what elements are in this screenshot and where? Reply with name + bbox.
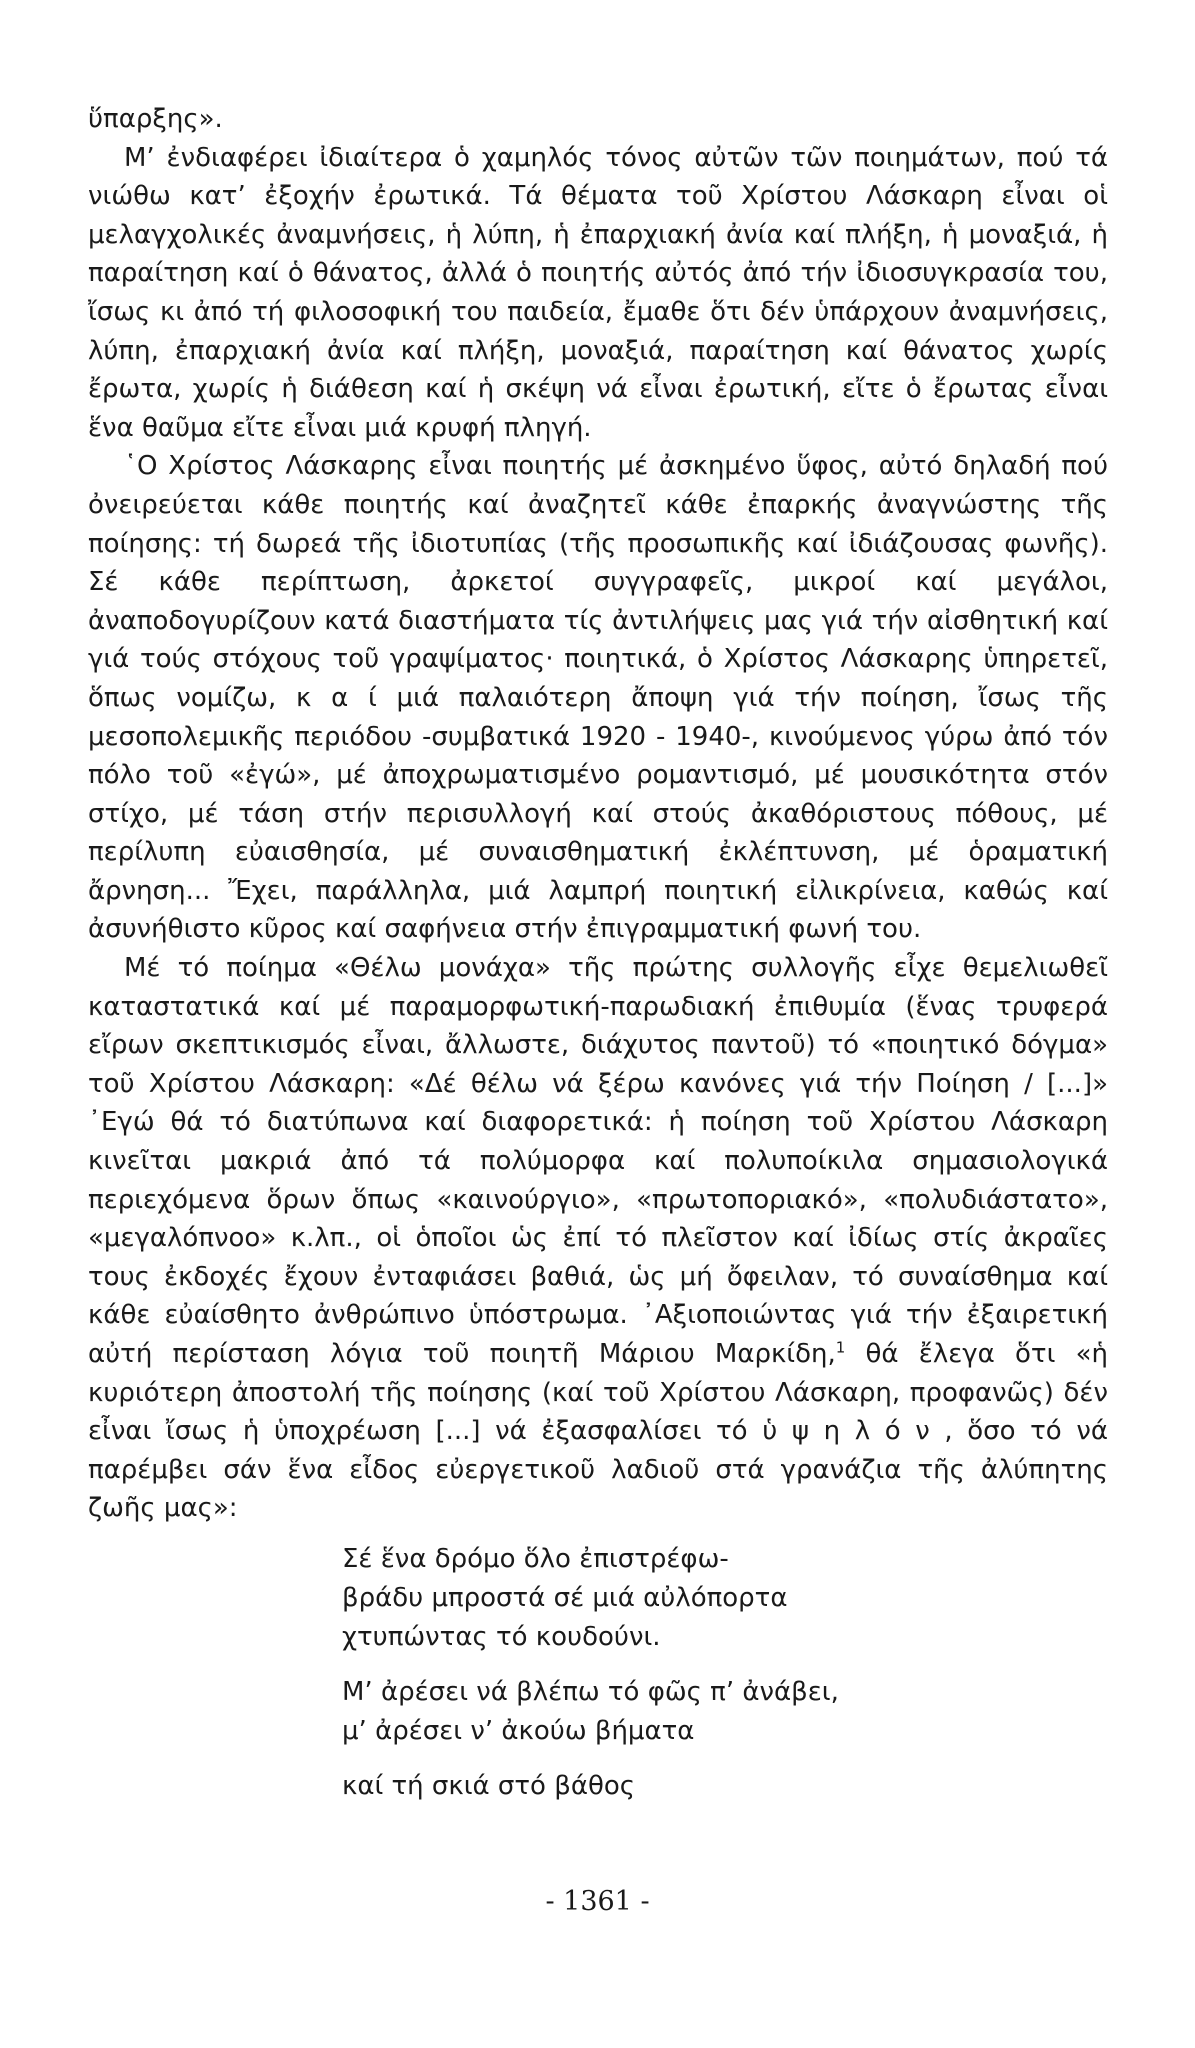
poem-line: βράδυ μπροστά σέ μιά αὐλόπορτα [342,1583,788,1613]
poem-quote [342,1540,1042,1822]
poem-line: μ’ ἀρέσει ν’ ἀκούω βήματα [342,1716,695,1746]
poem-line: χτυπώντας τό κουδούνι. [342,1622,661,1652]
paragraph: ῾Ο Χρίστος Λάσκαρης εἶναι ποιητής μέ ἀσκημένο ὕφος, αὐτό δηλαδή πού ὀνειρεύεται κάθε ποιητής καί ἀναζητεῖ κάθε ἐπαρκής ἀναγνώστης τῆς ποίησης: τή δωρεά τῆς ἰδιοτυπίας (τῆς προσωπικῆς καί ἰδιάζουσας φωνῆς). Σέ κάθε περίπτωση, ἀρκετοί συγγραφεῖς, μικροί καί μεγάλοι, ἀναποδογυρίζουν κατά διαστήματα τίς ἀντιλήψεις μας γιά τήν αἰσθητική καί γιά τούς στόχους τοῦ γραψίματος· ποιητικά, ὁ Χρίστος Λάσκαρης ὑπηρετεῖ, ὅπως νομίζω, κ α ί μιά παλαιότερη ἄποψη γιά τήν ποίηση, ἴσως τῆς μεσοπολεμικῆς περιόδου -συμβατικά 1920 - 1940-, κινούμενος γύρω ἀπό τόν πόλο τοῦ «ἐγώ», μέ ἀποχρωματισμένο ρομαντισμό, μέ μουσικότητα στόν στίχο, μέ τάση στήν περισυλλογή καί στούς ἀκαθόριστους πόθους, μέ περίλυπη εὐαισθησία, μέ συναισθηματική ἐκλέπτυνση, μέ ὁραματική ἄρνηση... Ἔχει, παράλληλα, μιά λαμπρή ποιητική εἰλικρίνεια, καθώς καί ἀσυνήθιστο κῦρος καί σαφήνεια στήν ἐπιγραμματική φωνή του. [88,451,1108,945]
poem-stanza [342,1767,1042,1806]
paragraph-continuation: ὕπαρξης». [88,104,223,134]
paragraph-text: θά ἔλεγα ὅτι «ἡ κυριότερη ἀποστολή τῆς ποίησης (καί τοῦ Χρίστου Λάσκαρη, προφανῶς) δέν εἶναι ἴσως ἡ ὑποχρέωση [...] νά ἐξασφαλίσει τό ὑ ψ η λ ό ν , ὅσο τό νά παρέμβει σάν ἕνα εἶδος εὐεργετικοῦ λαδιοῦ στά γρανάζια τῆς ἀλύπητης ζωῆς μας»: [88,1339,1108,1524]
paragraph: Μ’ ἐνδιαφέρει ἰδιαίτερα ὁ χαμηλός τόνος αὐτῶν τῶν ποιημάτων, πού τά νιώθω κατ’ ἐξοχήν ἐρωτικά. Τά θέματα τοῦ Χρίστου Λάσκαρη εἶναι οἱ μελαγχολικές ἀναμνήσεις, ἡ λύπη, ἡ ἐπαρχιακή ἀνία καί πλήξη, ἡ μοναξιά, ἡ παραίτηση καί ὁ θάνατος, ἀλλά ὁ ποιητής αὐτός ἀπό τήν ἰδιοσυγκρασία του, ἴσως κι ἀπό τή φιλοσοφική του παιδεία, ἔμαθε ὅτι δέν ὑπάρχουν ἀναμνήσεις, λύπη, ἐπαρχιακή ἀνία καί πλήξη, μοναξιά, παραίτηση καί θάνατος χωρίς ἔρωτα, χωρίς ἡ διάθεση καί ἡ σκέψη νά εἶναι ἐρωτική, εἴτε ὁ ἔρωτας εἶναι ἕνα θαῦμα εἴτε εἶναι μιά κρυφή πληγή. [88,142,1108,443]
poem-stanza [342,1673,1042,1751]
body-text [88,100,1108,1528]
poem-line: Σέ ἕνα δρόμο ὅλο ἐπιστρέφω- [342,1544,729,1574]
page-number: - 1361 - [545,1886,650,1917]
paragraph-text: Μέ τό ποίημα «Θέλω μονάχα» τῆς πρώτης συλλογῆς εἶχε θεμελιωθεῖ καταστατικά καί μέ παραμορφωτική-παρωδιακή ἐπιθυμία (ἕνας τρυφερά εἴρων σκεπτικισμός εἶναι, ἄλλωστε, διάχυτος παντοῦ) τό «ποιητικό δόγμα» τοῦ Χρίστου Λάσκαρη: «Δέ θέλω νά ξέρω κανόνες γιά τήν Ποίηση / [...]» ᾿Εγώ θά τό διατύπωνα καί διαφορετικά: ἡ ποίηση τοῦ Χρίστου Λάσκαρη κινεῖται μακριά ἀπό τά πολύμορφα καί πολυποίκιλα σημασιολογικά περιεχόμενα ὅρων ὅπως «καινούργιο», «πρωτοποριακό», «πολυδιάστατο», «μεγαλόπνοο» κ.λπ., οἱ ὁποῖοι ὡς ἐπί τό πλεῖστον καί ἰδίως στίς ἀκραῖες τους ἐκδοχές ἔχουν ἐνταφιάσει βαθιά, ὡς μή ὄφειλαν, τό συναίσθημα καί κάθε εὐαίσθητο ἀνθρώπινο ὑπόστρωμα. ᾿Αξιοποιώντας γιά τήν ἐξαιρετική αὐτή περίσταση λόγια τοῦ ποιητῆ Μάριου Μαρκίδη, [88,953,1108,1369]
poem-line: Μ’ ἀρέσει νά βλέπω τό φῶς π’ ἀνάβει, [342,1677,839,1707]
footnote-marker: 1 [835,1338,846,1357]
poem-stanza [342,1540,1042,1657]
poem-line: καί τή σκιά στό βάθος [342,1771,636,1801]
paragraph-with-footnote [88,949,1108,1528]
